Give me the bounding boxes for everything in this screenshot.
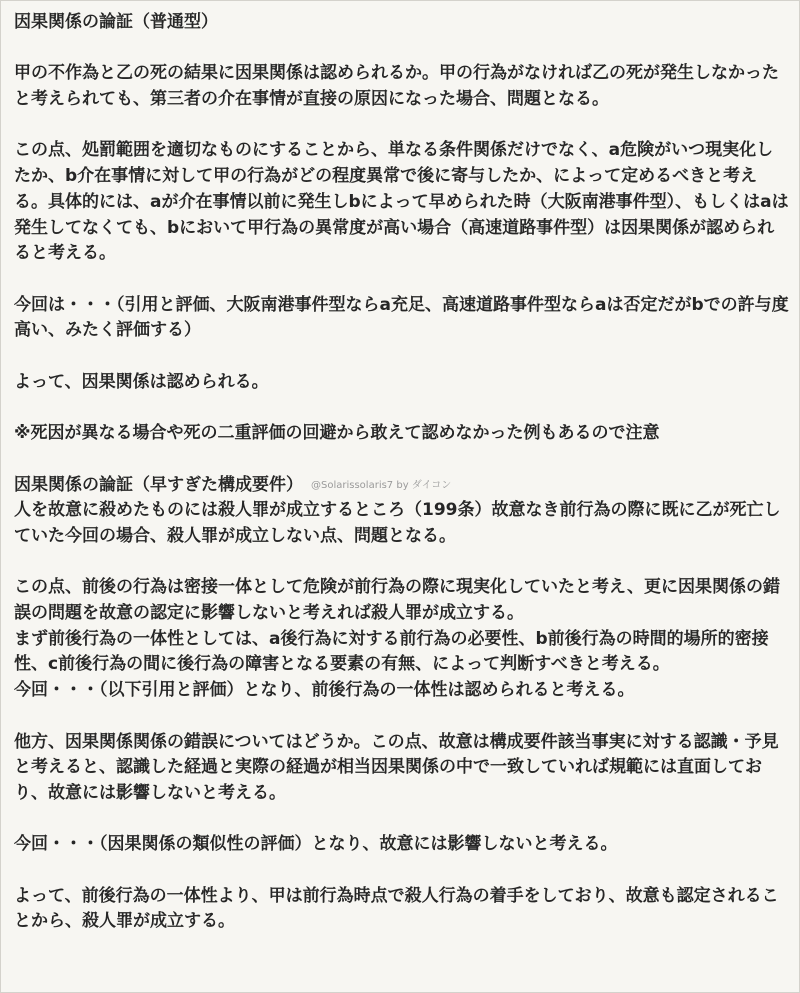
blank-line [14, 113, 789, 139]
paragraph: ※死因が異なる場合や死の二重評価の回避から敢えて認めなかった例もあるので注意 [14, 423, 660, 444]
paragraph: この点、前後の行為は密接一体として危険が前行為の際に現実化していたと考え、更に因果関係の錯誤の問題を故意の認定に影響しないと考えれば殺人罪が成立する。 [14, 577, 781, 624]
paragraph: 甲の不作為と乙の死の結果に因果関係は認められるか。甲の行為がなければ乙の死が発生しなかったと考えられても、第三者の介在事情が直接の原因になった場合、問題となる。 [14, 63, 779, 110]
blank-line [14, 858, 789, 884]
watermark: @Solarissolaris7 by ダイコン [311, 479, 452, 491]
paragraph: よって、因果関係は認められる。 [14, 371, 269, 392]
blank-line [14, 267, 789, 293]
paragraph: 人を故意に殺めたものには殺人罪が成立するところ（199条）故意なき前行為の際に既に乙が死亡していた今回の場合、殺人罪が成立しない点、問題となる。 [14, 500, 781, 546]
blank-line [14, 704, 789, 730]
memo-text [14, 10, 789, 935]
blank-line [14, 447, 789, 473]
paragraph: 今回・・・（因果関係の類似性の評価）となり、故意には影響しないと考える。 [14, 834, 618, 855]
paragraph: 他方、因果関係関係の錯誤についてはどうか。この点、故意は構成要件該当事実に対する認識・予見と考えると、認識した経過と実際の経過が相当因果関係の中で一致していれば規範には直面しており、故意には影響しないと考える。 [14, 731, 779, 803]
section-title: 因果関係の論証（普通型） [14, 12, 218, 32]
paragraph: 今回・・・（以下引用と評価）となり、前後行為の一体性は認められると考える。 [14, 680, 635, 701]
blank-line [14, 36, 789, 62]
section-title: 因果関係の論証（早すぎた構成要件） [14, 474, 303, 495]
blank-line [14, 344, 789, 370]
paragraph: まず前後行為の一体性としては、a後行為に対する前行為の必要性、b前後行為の時間的場所的密接性、c前後行為の間に後行為の障害となる要素の有無、によって判断すべきと考える。 [14, 628, 769, 675]
section-title-line [14, 473, 789, 499]
blank-line [14, 550, 789, 576]
paragraph: この点、処罰範囲を適切なものにすることから、単なる条件関係だけでなく、a危険がいつ現実化したか、b介在事情に対して甲の行為がどの程度異常で後に寄与したか、によって定めるべきと考える。具体的には、aが介在事情以前に発生しbによって早められた時（大阪南港事件型）、もしくはaは発生してなくても、bにおいて甲行為の異常度が高い場合（高速道路事件型）は因果関係が認められると考える。 [14, 140, 789, 264]
paragraph: よって、前後行為の一体性より、甲は前行為時点で殺人行為の着手をしており、故意も認定されることから、殺人罪が成立する。 [14, 885, 779, 932]
blank-line [14, 395, 789, 421]
paragraph: 今回は・・・（引用と評価、大阪南港事件型ならa充足、高速道路事件型ならaは否定だがbでの許与度高い、みたく評価する） [14, 294, 789, 341]
blank-line [14, 807, 789, 833]
